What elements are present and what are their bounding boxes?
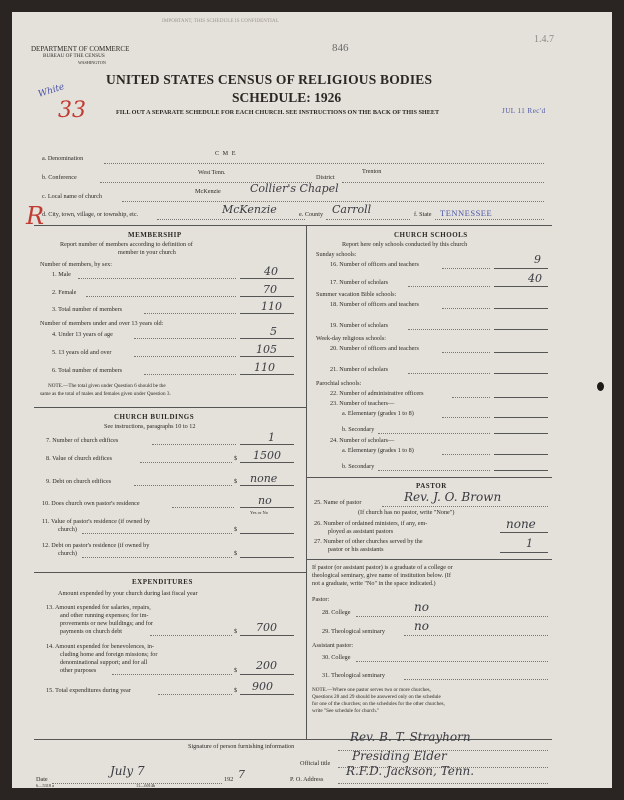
- q8-label: 8. Value of church edifices: [46, 455, 113, 462]
- denomination-label: a. Denomination: [42, 155, 84, 162]
- q30-label: 30. College: [322, 654, 351, 661]
- schools-heading: CHURCH SCHOOLS: [394, 231, 468, 239]
- q13-line-3: provements or new buildings; and for: [60, 620, 153, 627]
- age-heading: Number of members under and over 13 years old:: [40, 320, 164, 327]
- q23-label: 23. Number of teachers—: [330, 400, 395, 407]
- q3-value: 110: [261, 300, 282, 313]
- faint-bleed-text: IMPORTANT, THIS SCHEDULE IS CONFIDENTIAL: [162, 18, 279, 24]
- buildings-heading: CHURCH BUILDINGS: [114, 413, 195, 421]
- college-note-1: If pastor (or assistant pastor) is a graduate of a college or: [312, 564, 453, 571]
- white-annotation: White: [37, 82, 66, 100]
- file-number: 1.4.7: [534, 34, 554, 45]
- q15-label: 15. Total expenditures during year: [46, 687, 131, 694]
- q10-label: 10. Does church own pastor's residence: [42, 500, 140, 507]
- department-label: DEPARTMENT OF COMMERCE: [31, 45, 130, 53]
- state-label: f. State: [414, 211, 432, 218]
- q17-value: 40: [528, 272, 542, 285]
- pastor-note-2: Questions 28 and 29 should be answered only on the schedule: [312, 694, 441, 700]
- q22-label: 22. Number of administrative officers: [330, 390, 424, 397]
- q7-value: 1: [268, 431, 275, 444]
- pastor-note-4: write "See schedule for church.": [312, 708, 380, 714]
- q4-label: 4. Under 13 years of age: [52, 331, 113, 338]
- q17-label: 17. Number of scholars: [330, 279, 389, 286]
- parochial-heading: Parochial schools:: [316, 380, 362, 387]
- q28-label: 28. College: [322, 609, 351, 616]
- membership-sub-2: member in your church: [118, 249, 176, 256]
- year-handwritten: 7: [238, 768, 245, 781]
- q13-dollar: $: [234, 628, 238, 635]
- q25-value: Rev. J. O. Brown: [404, 490, 502, 504]
- q10-hint: Yes or No: [250, 510, 269, 515]
- q24-label: 24. Number of scholars—: [330, 437, 395, 444]
- q6-label: 6. Total number of members: [52, 367, 123, 374]
- q25-hint: (If church has no pastor, write "None"): [358, 509, 455, 516]
- q13-line-1: 13. Amount expended for salaries, repairs,: [46, 604, 151, 611]
- official-title-label: Official title: [300, 760, 331, 767]
- expenditures-heading: EXPENDITURES: [132, 578, 193, 586]
- q14-line-1: 14. Amount expended for benevolences, in-: [46, 643, 155, 650]
- q7-label: 7. Number of church edifices: [46, 437, 119, 444]
- official-title-value: Presiding Elder: [352, 749, 447, 763]
- q23a-label: a. Elementary (grades 1 to 8): [342, 410, 414, 417]
- red-r-mark: R: [26, 202, 45, 230]
- denomination-value: C M E: [215, 150, 237, 157]
- membership-note-1: NOTE.—The total given under Question 6 should be the: [48, 383, 166, 389]
- year-print: 192: [224, 776, 234, 783]
- conference-label: b. Conference: [42, 174, 77, 181]
- q26-label-1: 26. Number of ordained ministers, if any, em-: [314, 520, 428, 527]
- membership-note-2: same as the total of males and females given under Question 3.: [40, 391, 171, 397]
- college-note-2: theological seminary, give name of institution below. (If: [312, 572, 451, 579]
- address-label: P. O. Address: [290, 776, 324, 783]
- q11-label-1: 11. Value of pastor's residence (if owned by: [42, 518, 150, 525]
- q11-dollar: $: [234, 526, 238, 533]
- form-number: 6—5318 a: [36, 783, 55, 788]
- vacation-heading: Summer vacation Bible schools:: [316, 291, 397, 298]
- district-label: District: [316, 174, 335, 181]
- buildings-sub: See instructions, paragraphs 10 to 12: [104, 423, 196, 430]
- pastor-note-1: NOTE.—Where one pastor serves two or more churches,: [312, 687, 431, 693]
- q20-label: 20. Number of officers and teachers: [330, 345, 419, 352]
- q23b-label: b. Secondary: [342, 426, 375, 433]
- form-serial-number: 846: [332, 42, 349, 54]
- q8-value: 1500: [253, 449, 281, 462]
- q18-label: 18. Number of officers and teachers: [330, 301, 419, 308]
- pastor-note-3: for one of the churches; on the schedules for the other churches,: [312, 701, 445, 707]
- schools-sub: Report here only schools conducted by this church: [342, 241, 468, 248]
- local-name-label: c. Local name of church: [42, 193, 102, 200]
- q4-value: 5: [270, 325, 277, 338]
- q13-line-4: payments on church debt: [60, 628, 123, 635]
- local-name-typed: McKenzie: [195, 188, 221, 195]
- q27-label-1: 27. Number of other churches served by the: [314, 538, 423, 545]
- q9-dollar: $: [234, 478, 238, 485]
- membership-heading: MEMBERSHIP: [128, 231, 182, 239]
- q13-line-2: and other running expenses; for im-: [60, 612, 149, 619]
- q12-label-1: 12. Debt on pastor's residence (if owned by: [42, 542, 150, 549]
- q9-value: none: [250, 472, 278, 485]
- q12-label-2: church): [58, 550, 77, 557]
- q14-line-3: denominational support; and for all: [60, 659, 148, 666]
- pastor-sublabel: Pastor:: [312, 596, 330, 603]
- signature-label: Signature of person furnishing information: [188, 743, 295, 750]
- q11-label-2: church): [58, 526, 77, 533]
- district-value: Trenton: [362, 168, 382, 175]
- q27-value: 1: [526, 537, 533, 550]
- q10-value: no: [258, 494, 272, 507]
- q24a-label: a. Elementary (grades 1 to 8): [342, 447, 414, 454]
- q25-label: 25. Name of pastor: [314, 499, 362, 506]
- q2-value: 70: [263, 283, 277, 296]
- q5-label: 5. 13 years old and over: [52, 349, 112, 356]
- q29-label: 29. Theological seminary: [322, 628, 385, 635]
- q14-dollar: $: [234, 667, 238, 674]
- state-value: TENNESSEE: [440, 208, 493, 218]
- received-stamp: JUL 11 Rec'd: [502, 107, 546, 115]
- weekday-heading: Week-day religious schools:: [316, 335, 386, 342]
- q16-value: 9: [534, 253, 541, 266]
- county-value: Carroll: [332, 203, 372, 216]
- q14-line-4: other purposes: [60, 667, 97, 674]
- q29-value: no: [414, 619, 429, 633]
- q9-label: 9. Debt on church edifices: [46, 478, 112, 485]
- local-name-handwritten: Collier's Chapel: [250, 182, 339, 195]
- q6-value: 110: [254, 361, 275, 374]
- q12-dollar: $: [234, 550, 238, 557]
- q14-value: 200: [256, 659, 277, 672]
- expenditures-sub: Amount expended by your church during last fiscal year: [58, 590, 198, 597]
- q21-label: 21. Number of scholars: [330, 366, 389, 373]
- schedule-title: SCHEDULE: 1926: [232, 90, 342, 105]
- q26-label-2: ployed as assistant pastors: [328, 528, 394, 535]
- q8-dollar: $: [234, 455, 238, 462]
- red-33-annotation: 33: [58, 98, 86, 123]
- q3-label: 3. Total number of members: [52, 306, 123, 313]
- city-label-d: d. City, town, village, or township, etc.: [42, 211, 139, 218]
- q31-label: 31. Theological seminary: [322, 672, 385, 679]
- pastor-heading: PASTOR: [416, 482, 447, 490]
- q28-value: no: [414, 600, 429, 614]
- q13-value: 700: [256, 621, 277, 634]
- date-value: July 7: [110, 764, 145, 778]
- college-note-3: not a graduate, write "No" in the space indicated.): [312, 580, 436, 587]
- bureau-label: BUREAU OF THE CENSUS: [43, 53, 105, 59]
- signature-value: Rev. B. T. Strayhorn: [350, 730, 471, 744]
- q1-label: 1. Male: [52, 271, 71, 278]
- q1-value: 40: [264, 265, 278, 278]
- sunday-heading: Sunday schools:: [316, 251, 357, 258]
- city-value: McKenzie: [222, 203, 277, 216]
- q24b-label: b. Secondary: [342, 463, 375, 470]
- q2-label: 2. Female: [52, 289, 77, 296]
- q16-label: 16. Number of officers and teachers: [330, 261, 419, 268]
- q27-label-2: pastor or his assistants: [328, 546, 384, 553]
- membership-sub-1: Report number of members according to definition of: [60, 241, 193, 248]
- q26-value: none: [506, 517, 536, 531]
- q15-value: 900: [252, 680, 273, 693]
- fill-instruction: FILL OUT A SEPARATE SCHEDULE FOR EACH CHURCH. SEE INSTRUCTIONS ON THE BACK OF THIS SHEET: [116, 109, 440, 116]
- assistant-sublabel: Assistant pastor:: [312, 642, 354, 649]
- city-label: WASHINGTON: [78, 60, 106, 65]
- q19-label: 19. Number of scholars: [330, 322, 389, 329]
- date-label: Date: [36, 776, 48, 783]
- county-label: e. County: [299, 211, 324, 218]
- address-value: R.F.D. Jackson, Tenn.: [346, 764, 475, 778]
- print-number: 11—6014b: [136, 783, 156, 788]
- census-form-page: [12, 12, 612, 788]
- q5-value: 105: [256, 343, 277, 356]
- ink-blot: [597, 382, 604, 391]
- q15-dollar: $: [234, 687, 238, 694]
- by-sex-label: Number of members, by sex:: [40, 261, 112, 268]
- q14-line-2: cluding home and foreign missions; for: [60, 651, 158, 658]
- form-title: UNITED STATES CENSUS OF RELIGIOUS BODIES: [106, 72, 433, 87]
- conference-value: West Tenn.: [198, 169, 226, 176]
